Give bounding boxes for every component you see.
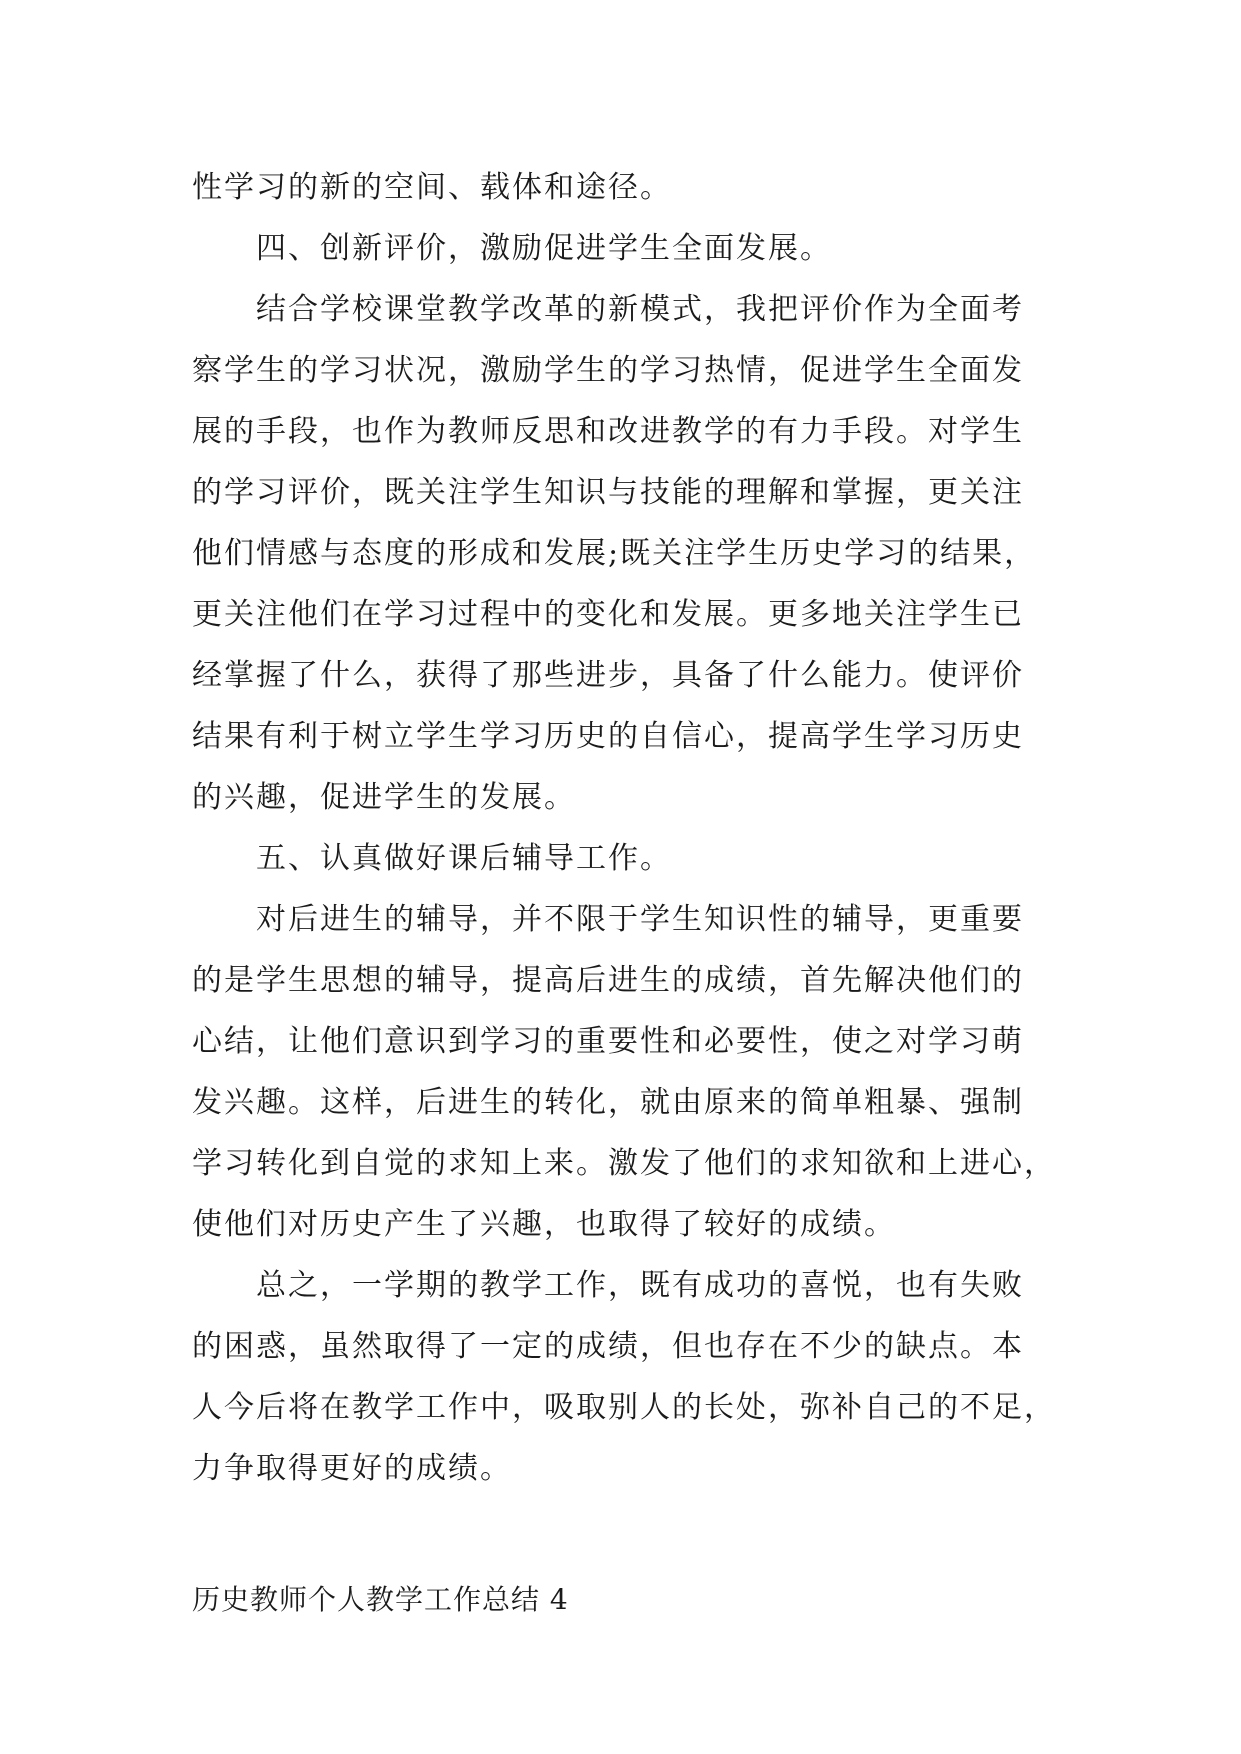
- paragraph-line: 对后进生的辅导，并不限于学生知识性的辅导，更重要: [256, 902, 1024, 937]
- paragraph-line: 的学习评价，既关注学生知识与技能的理解和掌握，更关注: [192, 475, 1024, 510]
- paragraph-line: 心结，让他们意识到学习的重要性和必要性，使之对学习萌: [192, 1024, 1024, 1059]
- paragraph-line: 的兴趣，促进学生的发展。: [192, 780, 576, 815]
- paragraph-line: 的困惑，虽然取得了一定的成绩，但也存在不少的缺点。本: [192, 1329, 1024, 1364]
- paragraph-line: 发兴趣。这样，后进生的转化，就由原来的简单粗暴、强制: [192, 1085, 1024, 1120]
- paragraph-line: 学习转化到自觉的求知上来。激发了他们的求知欲和上进心，: [192, 1146, 1056, 1181]
- paragraph-line: 力争取得更好的成绩。: [192, 1451, 512, 1486]
- paragraph-line: 总之，一学期的教学工作，既有成功的喜悦，也有失败: [256, 1268, 1024, 1303]
- section-title-5: 五、认真做好课后辅导工作。: [256, 841, 672, 876]
- paragraph-line: 性学习的新的空间、载体和途径。: [192, 170, 672, 205]
- paragraph-line: 更关注他们在学习过程中的变化和发展。更多地关注学生已: [192, 597, 1024, 632]
- paragraph-line: 经掌握了什么，获得了那些进步，具备了什么能力。使评价: [192, 658, 1024, 693]
- paragraph-line: 他们情感与态度的形成和发展;既关注学生历史学习的结果，: [192, 536, 1037, 571]
- paragraph-line: 察学生的学习状况，激励学生的学习热情，促进学生全面发: [192, 353, 1024, 388]
- paragraph-line: 的是学生思想的辅导，提高后进生的成绩，首先解决他们的: [192, 963, 1024, 998]
- paragraph-line: 结果有利于树立学生学习历史的自信心，提高学生学习历史: [192, 719, 1024, 754]
- paragraph-line: 人今后将在教学工作中，吸取别人的长处，弥补自己的不足，: [192, 1390, 1056, 1425]
- section-heading: 历史教师个人教学工作总结 4: [192, 1583, 569, 1616]
- paragraph-line: 结合学校课堂教学改革的新模式，我把评价作为全面考: [256, 292, 1024, 327]
- paragraph-line: 使他们对历史产生了兴趣，也取得了较好的成绩。: [192, 1207, 896, 1242]
- section-title-4: 四、创新评价，激励促进学生全面发展。: [256, 231, 832, 266]
- paragraph-line: 展的手段，也作为教师反思和改进教学的有力手段。对学生: [192, 414, 1024, 449]
